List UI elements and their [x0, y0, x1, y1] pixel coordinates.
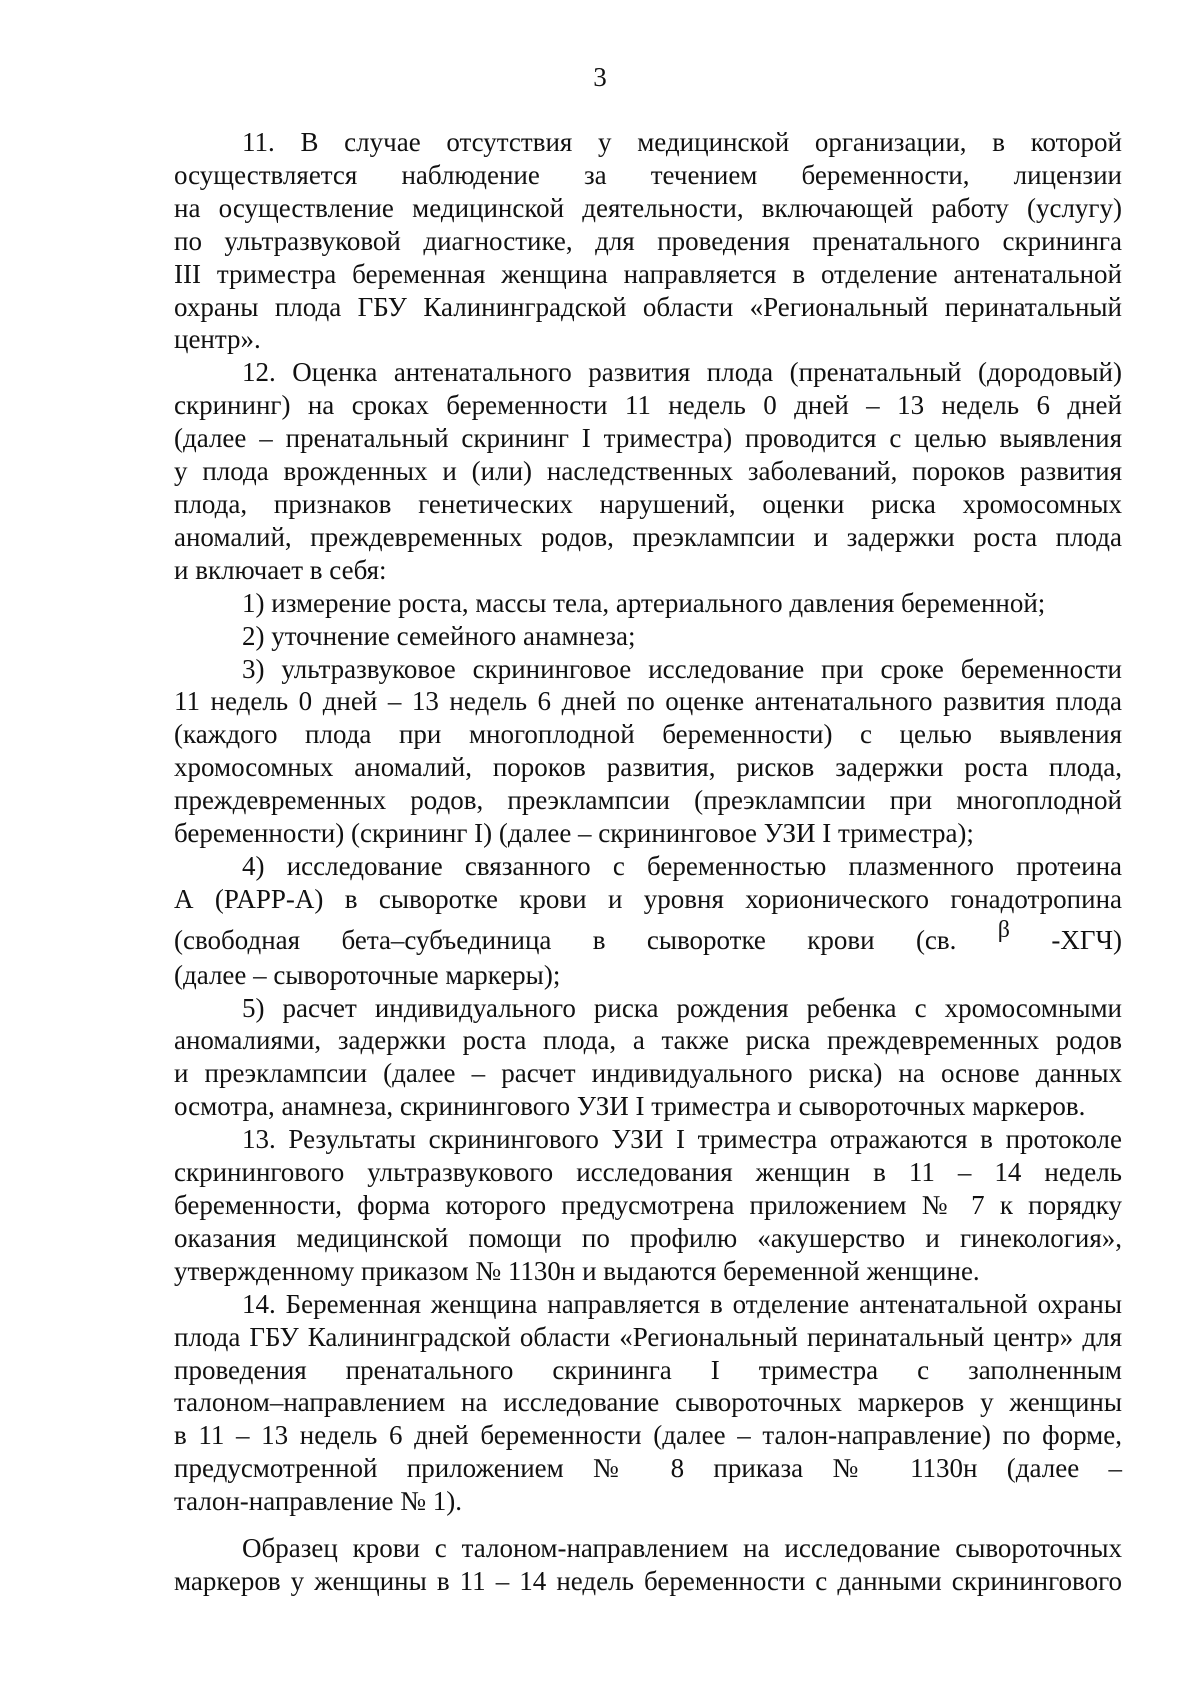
text-line: аномалиями, задержки роста плода, а также риска преждевременных родов	[174, 1025, 1122, 1056]
text-line: (далее – сывороточные маркеры);	[174, 959, 561, 990]
text-line: осмотра, анамнеза, скринингового УЗИ I триместра и сывороточных маркеров.	[174, 1091, 1086, 1122]
text-line: оказания медицинской помощи по профилю «акушерство и гинекология»,	[174, 1222, 1122, 1253]
text-line: беременности) (скрининг I) (далее – скрининговое УЗИ I триместра);	[174, 818, 974, 849]
text-line: III триместра беременная женщина направляется в отделение антенатальной	[174, 258, 1122, 289]
text-line: хромосомных аномалий, пороков развития, рисков задержки роста плода,	[174, 752, 1122, 783]
paragraph-15	[174, 1532, 1122, 1598]
text-line: центр».	[174, 324, 261, 355]
text-line: по ультразвуковой диагностике, для проведения пренатального скрининга	[174, 225, 1122, 256]
text-line: преждевременных родов, преэклампсии (преэклампсии при многоплодной	[174, 785, 1122, 816]
text-line: охраны плода ГБУ Калининградской области «Региональный перинатальный	[174, 291, 1122, 322]
text-line: Образец крови с талоном-направлением на исследование сывороточных	[242, 1533, 1122, 1564]
text-line: 4) исследование связанного с беременностью плазменного протеина	[242, 850, 1122, 881]
text-line: (далее – пренатальный скрининг I триместра) проводится с целью выявления	[174, 423, 1122, 454]
text-line: талон-направление № 1).	[174, 1486, 463, 1517]
paragraph-11	[174, 126, 1122, 356]
text-line: 1) измерение роста, массы тела, артериального давления беременной;	[242, 587, 1046, 618]
list-item-3	[174, 653, 1122, 850]
formula-text: -ХГЧ)	[1051, 924, 1123, 955]
text-line: предусмотренной приложением № 8 приказа № 1130н (далее –	[174, 1453, 1122, 1484]
text-line: 14. Беременная женщина направляется в отделение антенатальной охраны	[242, 1288, 1122, 1319]
text-line: аномалий, преждевременных родов, преэклампсии и задержки роста плода	[174, 521, 1122, 552]
text-line: 11 недель 0 дней – 13 недель 6 дней по оценке антенатального развития плода	[174, 686, 1122, 717]
text-line: и преэклампсии (далее – расчет индивидуального риска) на основе данных	[174, 1058, 1122, 1089]
text-line: плода, признаков генетических нарушений, оценки риска хромосомных	[174, 488, 1122, 519]
paragraph-13	[174, 1123, 1122, 1288]
list-item-5	[174, 992, 1122, 1124]
page-number: 3	[593, 62, 607, 92]
text-line: утвержденному приказом № 1130н и выдаются беременной женщине.	[174, 1255, 980, 1286]
text-line: (каждого плода при многоплодной беременности) с целью выявления	[174, 719, 1122, 750]
text-line: 3) ультразвуковое скрининговое исследование при сроке беременности	[242, 653, 1122, 684]
list-item-4	[174, 850, 1122, 992]
text-line: у плода врожденных и (или) наследственных заболеваний, пороков развития	[174, 456, 1122, 487]
text-line: талоном–направлением на исследование сывороточных маркеров у женщины	[174, 1387, 1122, 1418]
text-line: беременности, форма которого предусмотрена приложением № 7 к порядку	[174, 1190, 1122, 1220]
text-line: 13. Результаты скринингового УЗИ I триместра отражаются в протоколе	[242, 1124, 1122, 1155]
text-line: скринингового ультразвукового исследования женщин в 11 – 14 недель	[174, 1157, 1122, 1188]
text-line: скрининг) на сроках беременности 11 недель 0 дней – 13 недель 6 дней	[174, 390, 1122, 421]
beta-symbol: β	[997, 916, 1011, 943]
text-line: 11. В случае отсутствия у медицинской организации, в которой	[242, 127, 1122, 157]
text-line: проведения пренатального скрининга I триместра с заполненным	[174, 1354, 1122, 1385]
text-line: А (PAPP-A) в сыворотке крови и уровня хорионического гонадотропина	[174, 883, 1122, 914]
text-line: 2) уточнение семейного анамнеза;	[242, 620, 636, 651]
text-line: плода ГБУ Калининградской области «Региональный перинатальный центр» для	[174, 1321, 1122, 1352]
text-line: и включает в себя:	[174, 554, 387, 585]
text-line: маркеров у женщины в 11 – 14 недель беременности с данными скринингового	[174, 1565, 1122, 1596]
text-line: 5) расчет индивидуального риска рождения ребенка с хромосомными	[242, 992, 1122, 1023]
paragraph-12	[174, 356, 1122, 586]
paragraph-14	[174, 1288, 1122, 1518]
list-item-2	[174, 620, 1122, 653]
text-line: на осуществление медицинской деятельности, включающей работу (услугу)	[174, 192, 1122, 223]
list-item-1	[174, 587, 1122, 620]
formula-line	[174, 916, 1123, 959]
text-line: 12. Оценка антенатального развития плода (пренатальный (дородовый)	[242, 357, 1122, 388]
formula-text: (свободная бета–субъединица в сыворотке крови (св.	[174, 924, 957, 955]
text-line: осуществляется наблюдение за течением беременности, лицензии	[174, 159, 1122, 190]
text-line: в 11 – 13 недель 6 дней беременности (далее – талон-направление) по форме,	[174, 1420, 1122, 1451]
document-body	[174, 126, 1122, 1598]
